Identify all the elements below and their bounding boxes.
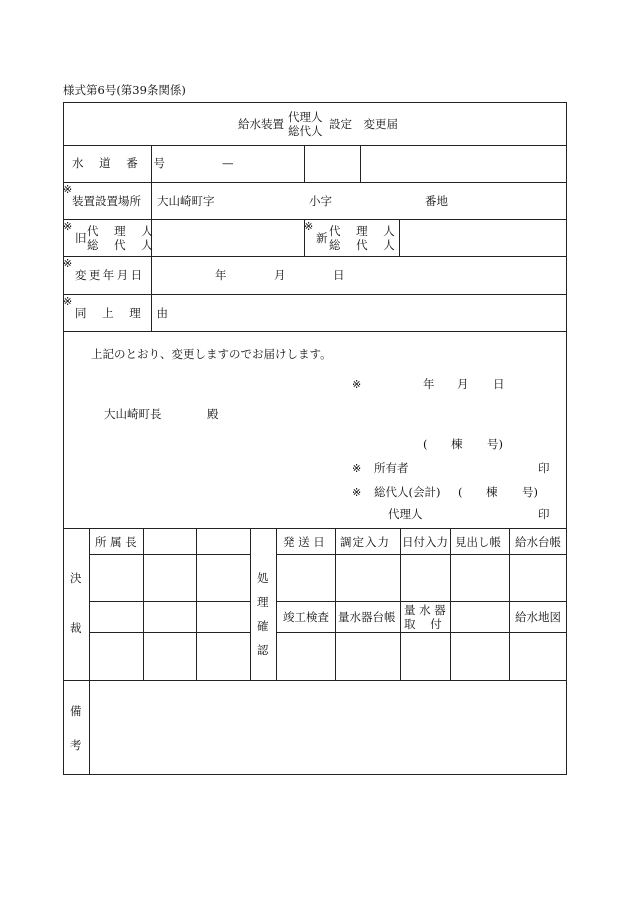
row-divider [63,294,567,295]
agent-label: 代理人 [388,507,423,521]
col-assessment-input: 調定入力 [340,535,390,549]
approval-divider [400,528,401,680]
cell-divider [360,145,361,182]
required-mark: ※ [63,220,73,233]
change-month: 月 [274,268,286,282]
required-mark: ※ [63,257,73,270]
required-mark: ※ [304,220,314,233]
reason-label: 同 上 理 由 [75,306,174,320]
addressee: 大山崎町長 [104,407,162,421]
processing-char-1: 処 [257,571,269,585]
declaration-day: 日 [493,377,505,391]
col-meter-install-1: 量 水 器 [404,603,446,617]
row-divider [63,331,567,332]
representative-go: 号) [522,485,538,499]
department-head-label: 所 属 長 [95,535,137,549]
old-option-agent: 代 理 人 [87,224,159,238]
approval-divider [509,528,510,680]
form-number: 様式第6号(第39条関係) [63,83,186,97]
required-mark: ※ [63,295,73,308]
building-go: 号) [487,437,503,451]
processing-char-4: 認 [257,643,269,657]
row-divider [63,528,567,529]
owner-seal: 印 [538,461,550,475]
col-supply-map: 給水地図 [515,610,561,624]
row-divider [63,182,567,183]
approval-row-divider [276,554,567,555]
declaration-text: 上記のとおり、変更しますのでお届けします。 [91,347,332,361]
old-label: 旧 [75,231,87,245]
location-koaza: 小字 [309,194,332,208]
remarks-divider [89,680,90,775]
remarks-char-1: 備 [70,704,82,718]
building-mune: 棟 [451,437,463,451]
approval-row-divider [89,601,250,602]
location-town: 大山崎町字 [157,194,215,208]
required-mark: ※ [63,183,73,196]
declaration-year: 年 [423,377,435,391]
title-option-representative: 総代人 [288,124,323,138]
approval-row-divider [276,601,567,602]
agent-seal: 印 [538,507,550,521]
building-paren-open: ( [423,437,428,451]
water-number-label: 水 道 番 号 [72,156,171,170]
col-date-input: 日付入力 [402,535,448,549]
water-number-dash: — [222,156,234,170]
new-label: 新 [316,231,328,245]
title-prefix: 給水装置 [238,117,284,131]
approval-divider [335,528,336,680]
old-option-representative: 総 代 人 [87,238,159,252]
new-option-representative: 総 代 人 [329,238,401,252]
col-meter-ledger: 量水器台帳 [338,610,396,624]
cell-divider [304,145,305,182]
col-send-date: 発 送 日 [283,535,325,549]
declaration-month: 月 [457,377,469,391]
title-option-agent: 代理人 [288,110,323,124]
col-supply-ledger: 給水台帳 [515,535,561,549]
row-divider [63,680,567,681]
approval-row-divider [89,632,250,633]
required-mark: ※ [352,378,362,391]
row-divider [63,256,567,257]
new-option-agent: 代 理 人 [329,224,401,238]
approval-row-divider [276,632,567,633]
processing-char-2: 理 [257,595,269,609]
col-completion-inspection: 竣工検査 [283,610,329,624]
location-label: 装置設置場所 [72,194,141,208]
representative-mune: 棟 [486,485,498,499]
change-date-label: 変更年月日 [75,268,145,282]
col-index-book: 見出し帳 [455,535,501,549]
approval-divider [196,528,197,680]
kessai-char-2: 裁 [70,621,82,635]
change-year: 年 [215,268,227,282]
col-meter-install-2: 取 付 [404,617,442,631]
required-mark: ※ [352,462,362,475]
representative-label: 総代人(会計) [374,485,441,499]
change-day: 日 [333,268,345,282]
title-suffix: 設定 変更届 [329,117,398,131]
approval-divider [89,528,90,680]
remarks-char-2: 考 [70,738,82,752]
approval-divider [143,528,144,680]
owner-label: 所有者 [374,461,409,475]
row-divider [63,219,567,220]
approval-divider [276,528,277,680]
required-mark: ※ [352,486,362,499]
processing-char-3: 確 [257,619,269,633]
approval-divider [250,528,251,680]
row-divider [63,145,567,146]
kessai-char-1: 決 [70,571,82,585]
addressee-honorific: 殿 [207,407,219,421]
approval-divider [450,528,451,680]
location-banchi: 番地 [425,194,448,208]
representative-paren-open: ( [458,485,463,499]
approval-row-divider [89,554,250,555]
